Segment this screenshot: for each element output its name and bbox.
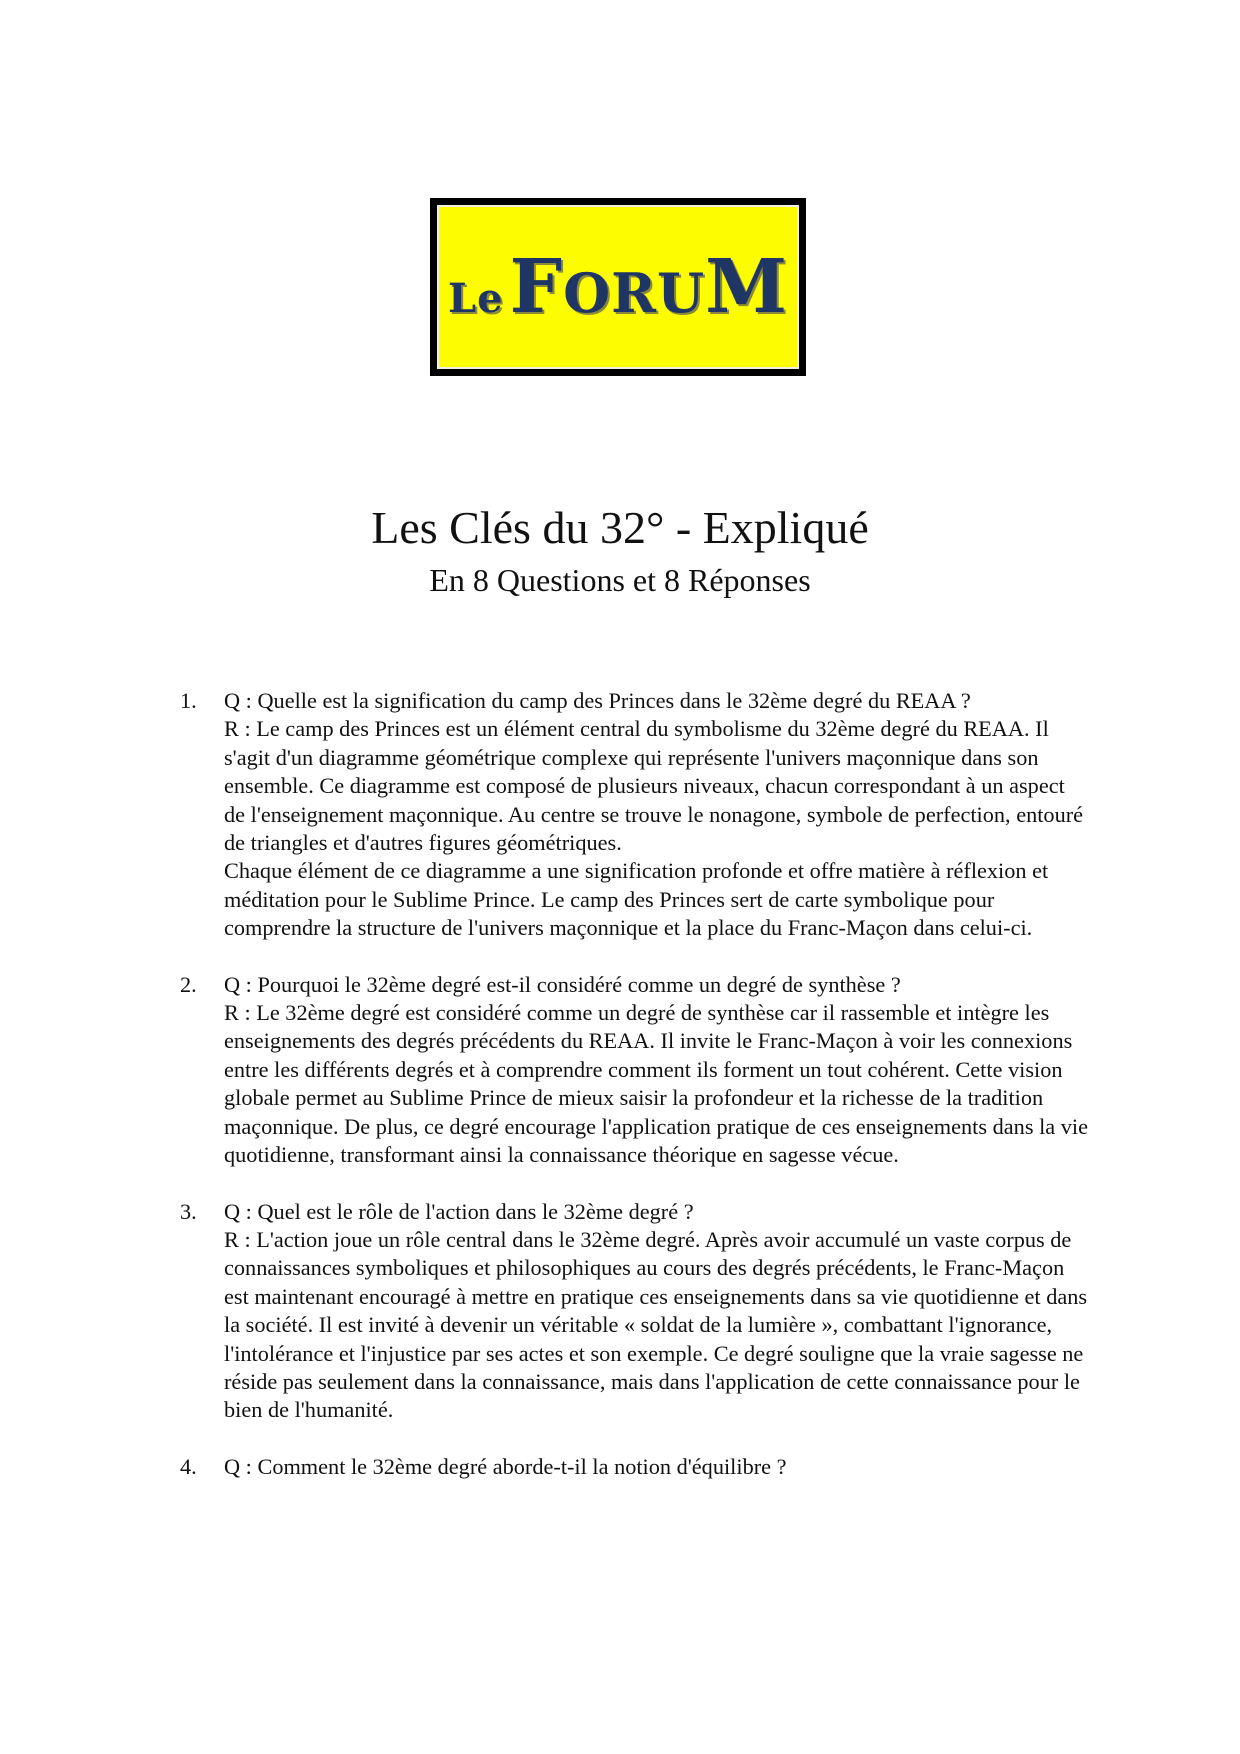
document-title: Les Clés du 32° - Expliqué: [371, 502, 869, 553]
qa-answer-paragraph: R : Le camp des Princes est un élément central du symbolisme du 32ème degré du REAA. Il s'agit d'un diagramme géométrique complexe qui représente l'univers maçonnique dans son ensemble. Ce diagramme est composé de plusieurs niveaux, chacun correspondant à un aspect de l'enseignement maçonnique. Au centre se trouve le nonagone, symbole de perfection, entouré de triangles et d'autres figures géométriques.: [224, 716, 1084, 856]
qa-number: 4.: [180, 1453, 197, 1479]
qa-number: 1.: [180, 688, 197, 713]
qa-number: 2.: [180, 971, 197, 997]
logo-wordmark: [448, 244, 788, 330]
qa-question: Q : Quelle est la signification du camp des Princes dans le 32ème degré du REAA ?: [224, 688, 971, 713]
qa-question: Q : Comment le 32ème degré aborde-t-il la notion d'équilibre ?: [224, 1453, 787, 1479]
qa-answer-paragraph: Chaque élément de ce diagramme a une signification profonde et offre matière à réflexion et méditation pour le Sublime Prince. Le camp des Princes sert de carte symbolique pour comprendre la structure de l'univers maçonnique et la place du Franc-Maçon dans celui-ci.: [224, 858, 1049, 941]
logo-letter: M: [705, 244, 789, 330]
qa-answer: [224, 999, 1090, 1169]
document-subtitle: En 8 Questions et 8 Réponses: [429, 562, 811, 598]
qa-answer: [224, 1226, 1090, 1425]
qa-number: 3.: [180, 1198, 197, 1224]
forum-logo: [430, 198, 806, 376]
qa-answer-paragraph: R : Le 32ème degré est considéré comme un degré de synthèse car il rassemble et intègre les enseignements des degrés précédents du REAA. Il invite le Franc-Maçon à voir les connexions entre les différents degrés et à comprendre comment ils forment un tout cohérent. Cette vision globale permet au Sublime Prince de mieux saisir la profondeur et la richesse de la tradition maçonnique. De plus, ce degré encourage l'application pratique de ces enseignements dans la vie quotidienne, transformant ainsi la connaissance théorique en sagesse vécue.: [224, 1000, 1088, 1168]
qa-answer: [224, 715, 1090, 942]
qa-answer-paragraph: R : L'action joue un rôle central dans le 32ème degré. Après avoir accumulé un vaste corpus de connaissances symboliques et philosophiques au cours des degrés précédents, le Franc-Maçon est maintenant encouragé à mettre en pratique ces enseignements dans sa vie quotidienne et dans la société. Il est invité à devenir un véritable « soldat de la lumière », combattant l'ignorance, l'intolérance et l'injustice par ses actes et son exemple. Ce degré souligne que la vraie sagesse ne réside pas seulement dans la connaissance, mais dans l'application de cette connaissance pour le bien de l'humanité.: [224, 1226, 1088, 1423]
logo-panel: [437, 205, 799, 369]
qa-question: Q : Pourquoi le 32ème degré est-il considéré comme un degré de synthèse ?: [224, 971, 901, 997]
logo-letter: F: [509, 244, 564, 330]
qa-item: [180, 971, 1090, 1170]
qa-list: [180, 687, 1090, 1509]
logo-prefix: Le: [447, 275, 504, 322]
qa-item: [180, 1198, 1090, 1425]
logo-letter: ORU: [563, 261, 706, 325]
qa-item: [180, 687, 1090, 943]
qa-item: [180, 1453, 1090, 1481]
qa-question: Q : Quel est le rôle de l'action dans le 32ème degré ?: [224, 1198, 694, 1224]
